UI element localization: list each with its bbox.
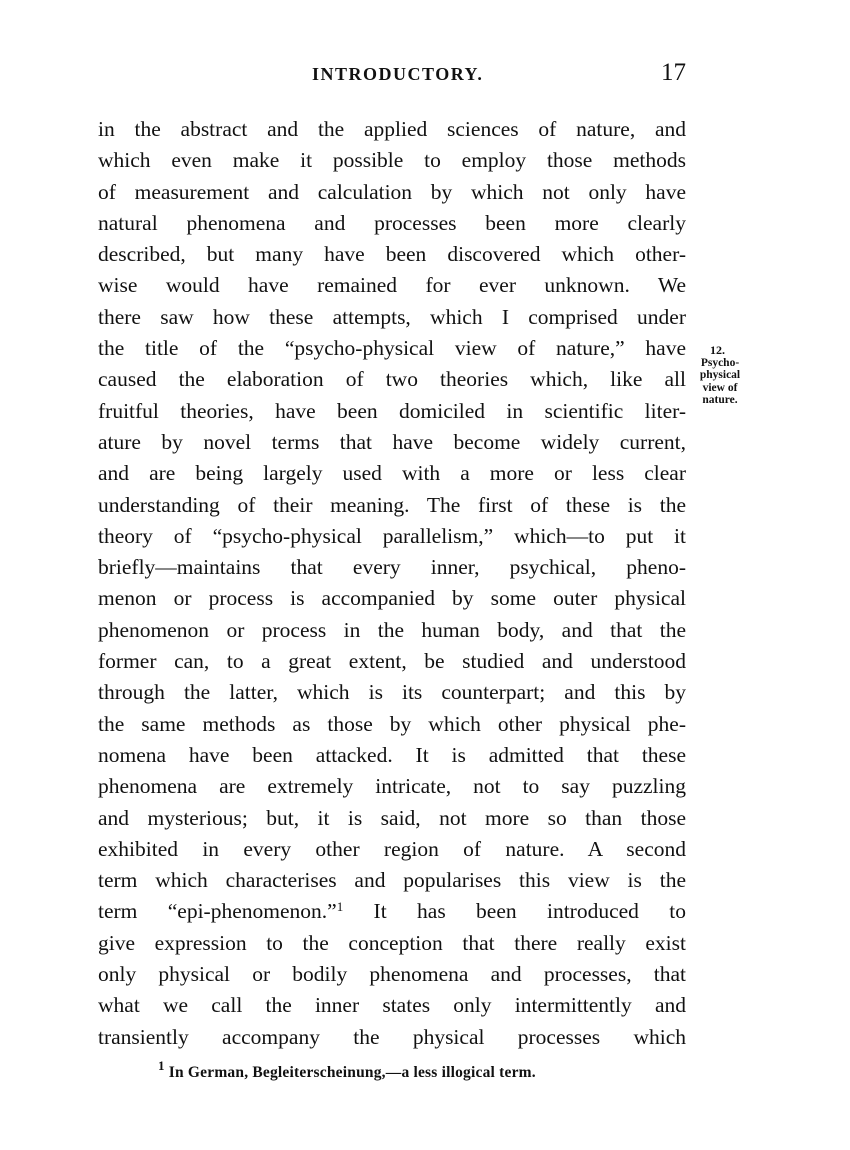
text-segment: term “epi-phenomenon.”: [98, 899, 337, 924]
text-line: understanding of their meaning. The first of these is the: [98, 492, 686, 517]
text-line: theory of “psycho-physical parallelism,” which—to put it: [98, 523, 686, 548]
page-header: [312, 59, 692, 92]
text-line: term which characterises and popularises this view is the: [98, 868, 686, 893]
margin-note: [690, 344, 750, 407]
margin-note-line: view of: [702, 381, 738, 394]
text-line: menon or process is accompanied by some outer physical: [98, 586, 686, 611]
text-line: caused the elaboration of two theories which, like all: [98, 367, 686, 392]
text-line: in the abstract and the applied sciences of nature, and: [98, 117, 686, 141]
text-line: only physical or bodily phenomena and processes, that: [98, 962, 686, 987]
text-line: give expression to the conception that there really exist: [98, 930, 686, 955]
text-line: the title of the “psycho-physical view of nature,” have: [98, 336, 686, 361]
text-line: briefly—maintains that every inner, psychical, pheno-: [98, 555, 686, 580]
text-line: through the latter, which is its counterpart; and this by: [98, 680, 686, 705]
footnote: [158, 1058, 536, 1082]
text-line: nomena have been attacked. It is admitted that these: [98, 742, 686, 767]
text-line: there saw how these attempts, which I comprised under: [98, 304, 686, 329]
margin-note-number: 12.: [710, 343, 725, 357]
page-number: 17: [661, 59, 686, 86]
footnote-text: In German, Begleiterscheinung,—a less illogical term.: [168, 1064, 536, 1081]
running-head: INTRODUCTORY.: [312, 64, 484, 84]
text-line: fruitful theories, have been domiciled in scientific liter-: [98, 398, 686, 423]
text-line: former can, to a great extent, be studied and understood: [98, 649, 686, 674]
footnote-mark: 1: [158, 1058, 165, 1073]
text-line: transiently accompany the physical processes which: [98, 1024, 686, 1049]
text-line: what we call the inner states only intermittently and: [98, 993, 686, 1018]
footnote-reference: 1: [336, 899, 344, 915]
margin-note-line: nature.: [702, 394, 738, 406]
text-line: which even make it possible to employ those methods: [98, 148, 686, 173]
text-segment: It has been introduced to: [343, 899, 686, 924]
text-line: natural phenomena and processes been more clearly: [98, 210, 686, 235]
text-line: and mysterious; but, it is said, not more so than those: [98, 805, 686, 830]
text-line: of measurement and calculation by which not only have: [98, 179, 686, 204]
text-line: described, but many have been discovered which other-: [98, 242, 686, 267]
text-line-with-footnote-ref: [98, 896, 686, 927]
text-line: exhibited in every other region of nature. A second: [98, 836, 686, 861]
text-line: phenomenon or process in the human body, and that the: [98, 617, 686, 642]
text-line: wise would have remained for ever unknown. We: [98, 273, 686, 298]
margin-note-line: Psycho-: [700, 356, 740, 369]
text-line: phenomena are extremely intricate, not to say puzzling: [98, 774, 686, 799]
text-line: and are being largely used with a more or less clear: [98, 461, 686, 486]
body-text: [98, 114, 686, 1053]
text-line: the same methods as those by which other physical phe-: [98, 711, 686, 736]
text-line: ature by novel terms that have become widely current,: [98, 429, 686, 454]
margin-note-line: physical: [699, 369, 741, 381]
